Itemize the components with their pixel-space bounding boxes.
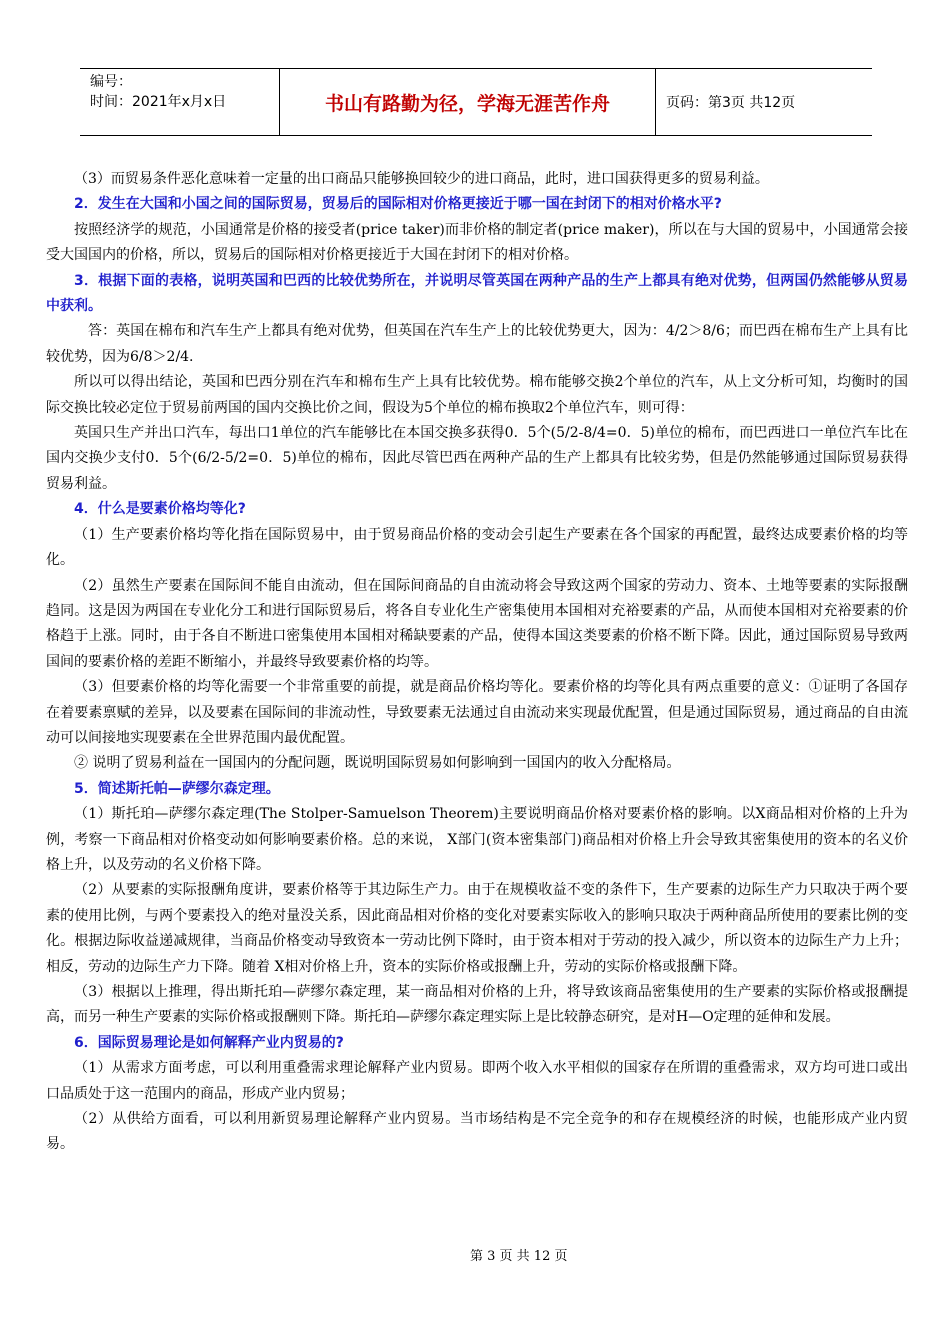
body-paragraph: （2）从供给方面看，可以利用新贸易理论解释产业内贸易。当市场结构是不完全竞争的和存在规模经济的时候，也能形成产业内贸易。 xyxy=(46,1111,908,1153)
body-paragraph: 所以可以得出结论，英国和巴西分别在汽车和棉布生产上具有比较优势。棉布能够交换2个单位的汽车，从上文分析可知，均衡时的国际交换比较必定位于贸易前两国的国内交换比价之间，假设为5个单位的棉布换取2个单位汽车，则可得： xyxy=(46,374,908,416)
body-paragraph: （3）但要素价格的均等化需要一个非常重要的前提，就是商品价格均等化。要素价格的均等化具有两点重要的意义：①证明了各国存在着要素禀赋的差异，以及要素在国际间的非流动性，导致要素无法通过自由流动来实现最优配置，但是通过国际贸易，通过商品的自由流动可以间接地实现要素在全世界范围内最优配置。 xyxy=(46,679,908,746)
body-paragraph: （2）虽然生产要素在国际间不能自由流动，但在国际间商品的自由流动将会导致这两个国家的劳动力、资本、土地等要素的实际报酬趋同。这是因为两国在专业化分工和进行国际贸易后，将各自专业化生产密集使用本国相对充裕要素的产品，从而使本国相对充裕要素的价格趋于上涨。同时，由于各自不断进口密集使用本国相对稀缺要素的产品，使得本国这类要素的价格不断下降。因此，通过国际贸易导致两国间的要素价格的差距不断缩小，并最终导致要素价格的均等。 xyxy=(46,577,908,670)
header-meta xyxy=(80,69,280,135)
body-paragraph: （2）从要素的实际报酬角度讲，要素价格等于其边际生产力。由于在规模收益不变的条件下，生产要素的边际生产力只取决于两个要素的使用比例，与两个要素投入的绝对量没关系，因此商品相对价格的变化对要素实际收入的影响只取决于两种商品所使用的要素比例的变化。根据边际收益递减规律，当商品价格变动导致资本一劳动比例下降时，由于资本相对于劳动的投入减少，所以资本的边际生产力上升；相反，劳动的边际生产力下降。随着 X相对价格上升，资本的实际价格或报酬上升，劳动的实际价格或报酬下降。 xyxy=(46,882,908,975)
time-label: 时间：2021年x月x日 xyxy=(90,94,227,110)
number-label: 编号： xyxy=(90,74,132,90)
body-paragraph: （1）生产要素价格均等化指在国际贸易中，由于贸易商品价格的变动会引起生产要素在各个国家的再配置，最终达成要素价格的均等化。 xyxy=(46,526,908,569)
body-paragraph: （3）而贸易条件恶化意味着一定量的出口商品只能够换回较少的进口商品，此时，进口国获得更多的贸易利益。 xyxy=(74,171,769,187)
page-footer: 第 3 页 共 12 页 xyxy=(470,1249,568,1264)
body-paragraph: （3）根据以上推理，得出斯托珀—萨缪尔森定理，某一商品相对价格的上升，将导致该商品密集使用的生产要素的实际价格或报酬提高，而另一种生产要素的实际价格或报酬则下降。斯托珀—萨缪尔森定理实际上是比较静态研究，是对H—O定理的延伸和发展。 xyxy=(46,984,908,1026)
document-body xyxy=(46,167,908,1158)
body-paragraph: 答：英国在棉布和汽车生产上都具有绝对优势，但英国在汽车生产上的比较优势更大，因为：4/2＞8/6；而巴西在棉布生产上具有比较优势，因为6/8＞2/4. xyxy=(46,323,908,365)
body-paragraph: （1）斯托珀—萨缪尔森定理(The Stolper-Samuelson Theorem)主要说明商品价格对要素价格的影响。以X商品相对价格的上升为例，考察一下商品相对价格变动如何影响要素价格。总的来说， X部门(资本密集部门)商品相对价格上升会导致其密集使用的资本的名义价格上升，以及劳动的名义价格下降。 xyxy=(46,806,908,873)
header-page-info: 页码：第3页 共12页 xyxy=(666,95,796,111)
page-header xyxy=(80,68,872,136)
header-motto: 书山有路勤为径，学海无涯苦作舟 xyxy=(280,69,656,135)
question-heading: 6．国际贸易理论是如何解释产业内贸易的? xyxy=(74,1034,344,1051)
body-paragraph: （1）从需求方面考虑，可以利用重叠需求理论解释产业内贸易。即两个收入水平相似的国家存在所谓的重叠需求，双方均可进口或出口品质处于这一范围内的商品，形成产业内贸易； xyxy=(46,1060,908,1102)
body-paragraph: ② 说明了贸易利益在一国国内的分配问题，既说明国际贸易如何影响到一国国内的收入分配格局。 xyxy=(74,755,681,772)
question-heading: 3．根据下面的表格，说明英国和巴西的比较优势所在，并说明尽管英国在两种产品的生产上都具有绝对优势，但两国仍然能够从贸易中获利。 xyxy=(46,272,908,315)
body-paragraph: 英国只生产并出口汽车，每出口1单位的汽车能够比在本国交换多获得0．5个(5/2-8/4=0．5)单位的棉布，而巴西进口一单位汽车比在国内交换少支付0．5个(6/2-5/2=0．5)单位的棉布，因此尽管巴西在两种产品的生产上都具有比较劣势，但是仍然能够通过国际贸易获得贸易利益。 xyxy=(46,425,908,492)
question-heading: 4．什么是要素价格均等化? xyxy=(74,501,246,518)
body-paragraph: 按照经济学的规范，小国通常是价格的接受者(price taker)而非价格的制定者(price maker)，所以在与大国的贸易中，小国通常会接受大国国内的价格，所以，贸易后的国际相对价格更接近于大国在封闭下的相对价格。 xyxy=(46,221,908,264)
question-heading: 5．简述斯托帕—萨缪尔森定理。 xyxy=(74,780,280,797)
question-heading: 2．发生在大国和小国之间的国际贸易，贸易后的国际相对价格更接近于哪一国在封闭下的相对价格水平? xyxy=(74,196,722,213)
